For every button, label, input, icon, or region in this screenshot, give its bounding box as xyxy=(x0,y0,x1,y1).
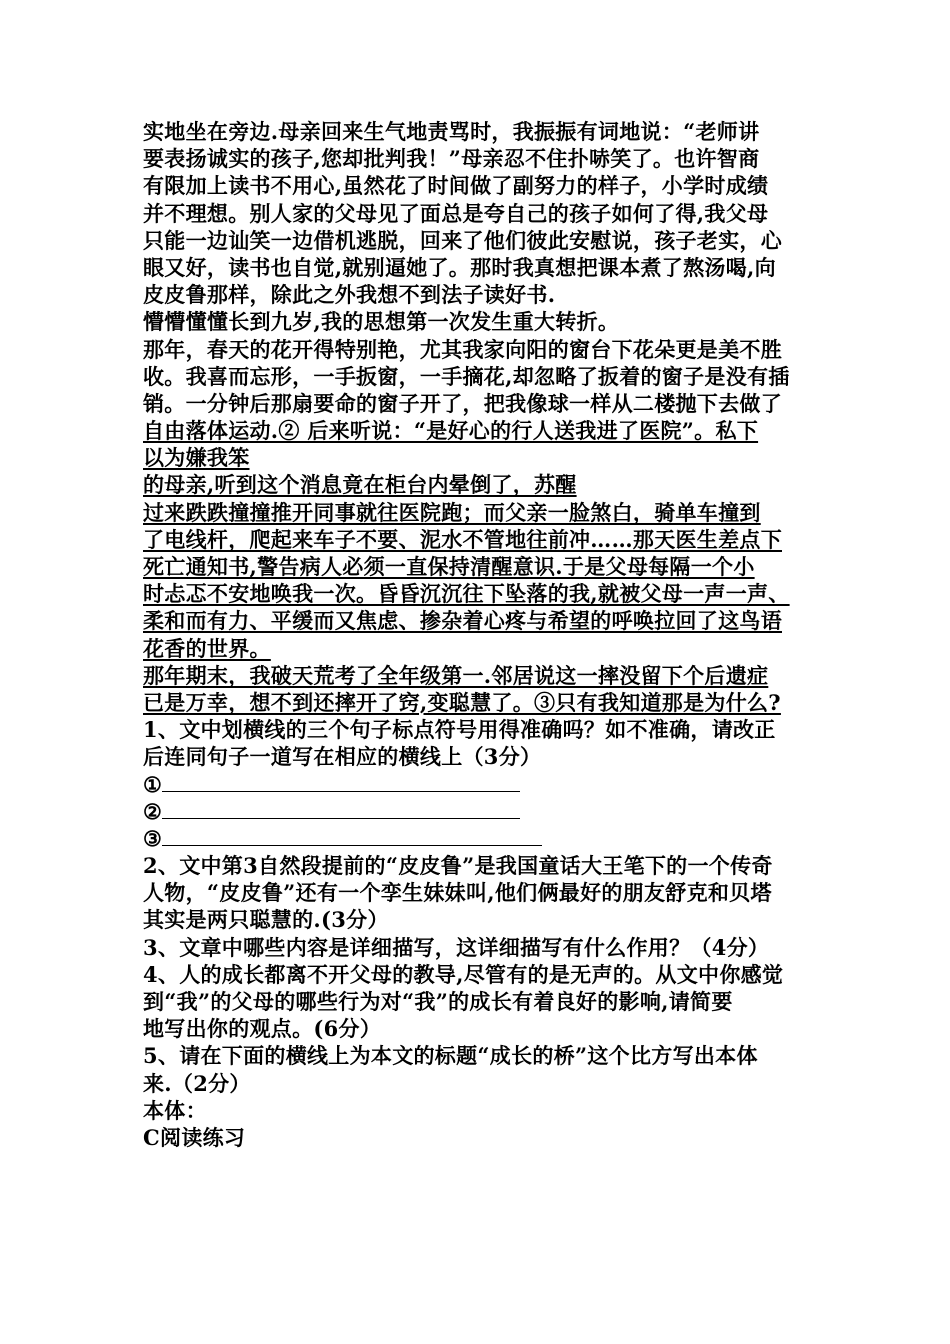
underlined-text-line: 那年期末，我破天荒考了全年级第一.邻居说这一摔没留下个后遗症 xyxy=(143,662,769,688)
document-page xyxy=(143,118,833,1151)
answer-blank-1 xyxy=(143,771,833,798)
answer-underline xyxy=(162,825,542,846)
underlined-text-line: 的母亲,听到这个消息竟在柜台内晕倒了，苏醒 xyxy=(143,472,577,498)
text-line: 眼又好，读书也自觉,就别逼她了。那时我真想把课本煮了熬汤喝,向 xyxy=(143,254,776,280)
question-line: 1、文中划横线的三个句子标点符号用得准确吗？如不准确，请改正 xyxy=(143,717,776,743)
underlined-text-line: 自由落体运动.② 后来听说：“是好心的行人送我进了医院”。私下 xyxy=(143,418,759,444)
answer-label: 本体： xyxy=(143,1097,207,1123)
underlined-text-line: 已是万幸，想不到还摔开了窍,变聪慧了。③只有我知道那是为什么? xyxy=(143,689,781,715)
underlined-text-line: 时忐忑不安地唤我一次。昏昏沉沉往下坠落的我,就被父母一声一声、 xyxy=(143,581,790,607)
question-line: 后连同句子一道写在相应的横线上（3分） xyxy=(143,744,542,770)
question-line: 地写出你的观点。(6分） xyxy=(143,1016,382,1042)
question-line: 4、人的成长都离不开父母的教导,尽管有的是无声的。从文中你感觉 xyxy=(143,961,784,987)
question-line: 2、文中第3自然段提前的“皮皮鲁”是我国童话大王笔下的一个传奇 xyxy=(143,853,773,879)
underlined-text-line: 柔和而有力、平缓而又焦虑、掺杂着心疼与希望的呼唤拉回了这鸟语 xyxy=(143,608,782,634)
text-line: 实地坐在旁边.母亲回来生气地责骂时，我振振有词地说：“老师讲 xyxy=(143,119,760,144)
underlined-text-line: 死亡通知书,警告病人必须一直保持清醒意识.于是父母每隔一个小 xyxy=(143,554,755,579)
text-line: 收。我喜而忘形，一手扳窗，一手摘花,却忽略了扳着的窗子是没有插 xyxy=(143,363,790,389)
question-line: 其实是两只聪慧的.(3分） xyxy=(143,907,389,933)
text-line: 销。一分钟后那扇要命的窗子开了，把我像球一样从二楼抛下去做了 xyxy=(143,390,782,416)
text-line: 懵懵懂懂长到九岁,我的思想第一次发生重大转折。 xyxy=(143,309,620,335)
question-line: 来.（2分） xyxy=(143,1070,251,1096)
answer-underline xyxy=(162,798,520,819)
answer-blank-3 xyxy=(143,825,833,852)
question-line: 3、文章中哪些内容是详细描写，这详细描写有什么作用？（4分） xyxy=(143,934,770,960)
question-line: 人物，“皮皮鲁”还有一个孪生妹妹叫,他们俩最好的朋友舒克和贝塔 xyxy=(143,880,772,906)
underlined-text-line: 花香的世界。 xyxy=(143,635,271,661)
text-line: 那年，春天的花开得特别艳，尤其我家向阳的窗台下花朵更是美不胜 xyxy=(143,336,782,362)
question-line: 到“我”的父母的哪些行为对“我”的成长有着良好的影响,请简要 xyxy=(143,989,733,1014)
question-line: 5、请在下面的横线上为本文的标题“成长的桥”这个比方写出本体 xyxy=(143,1043,758,1069)
text-line: 要表扬诚实的孩子,您却批判我！”母亲忍不住扑哧笑了。也许智商 xyxy=(143,146,760,172)
text-line: 并不理想。别人家的父母见了面总是夸自己的孩子如何了得,我父母 xyxy=(143,200,769,226)
underlined-text-line: 以为嫌我笨 xyxy=(143,445,250,471)
section-heading: C阅读练习 xyxy=(143,1124,246,1150)
underlined-text-line: 过来跌跌撞撞推开同事就往医院跑；而父亲一脸煞白，骑单车撞到 xyxy=(143,499,761,525)
text-line: 有限加上读书不用心,虽然花了时间做了副努力的样子，小学时成绩 xyxy=(143,173,769,199)
underlined-text-line: 了电线杆，爬起来车子不要、泥水不管地往前冲……那天医生差点下 xyxy=(143,526,782,552)
text-line: 皮皮鲁那样，除此之外我想不到法子读好书. xyxy=(143,282,556,308)
answer-blank-2 xyxy=(143,798,833,825)
blank-marker: ① xyxy=(143,771,163,797)
blank-marker: ③ xyxy=(143,825,163,851)
answer-underline xyxy=(162,771,520,792)
text-line: 只能一边讪笑一边借机逃脱，回来了他们彼此安慰说，孩子老实，心 xyxy=(143,227,782,253)
blank-marker: ② xyxy=(143,798,163,824)
